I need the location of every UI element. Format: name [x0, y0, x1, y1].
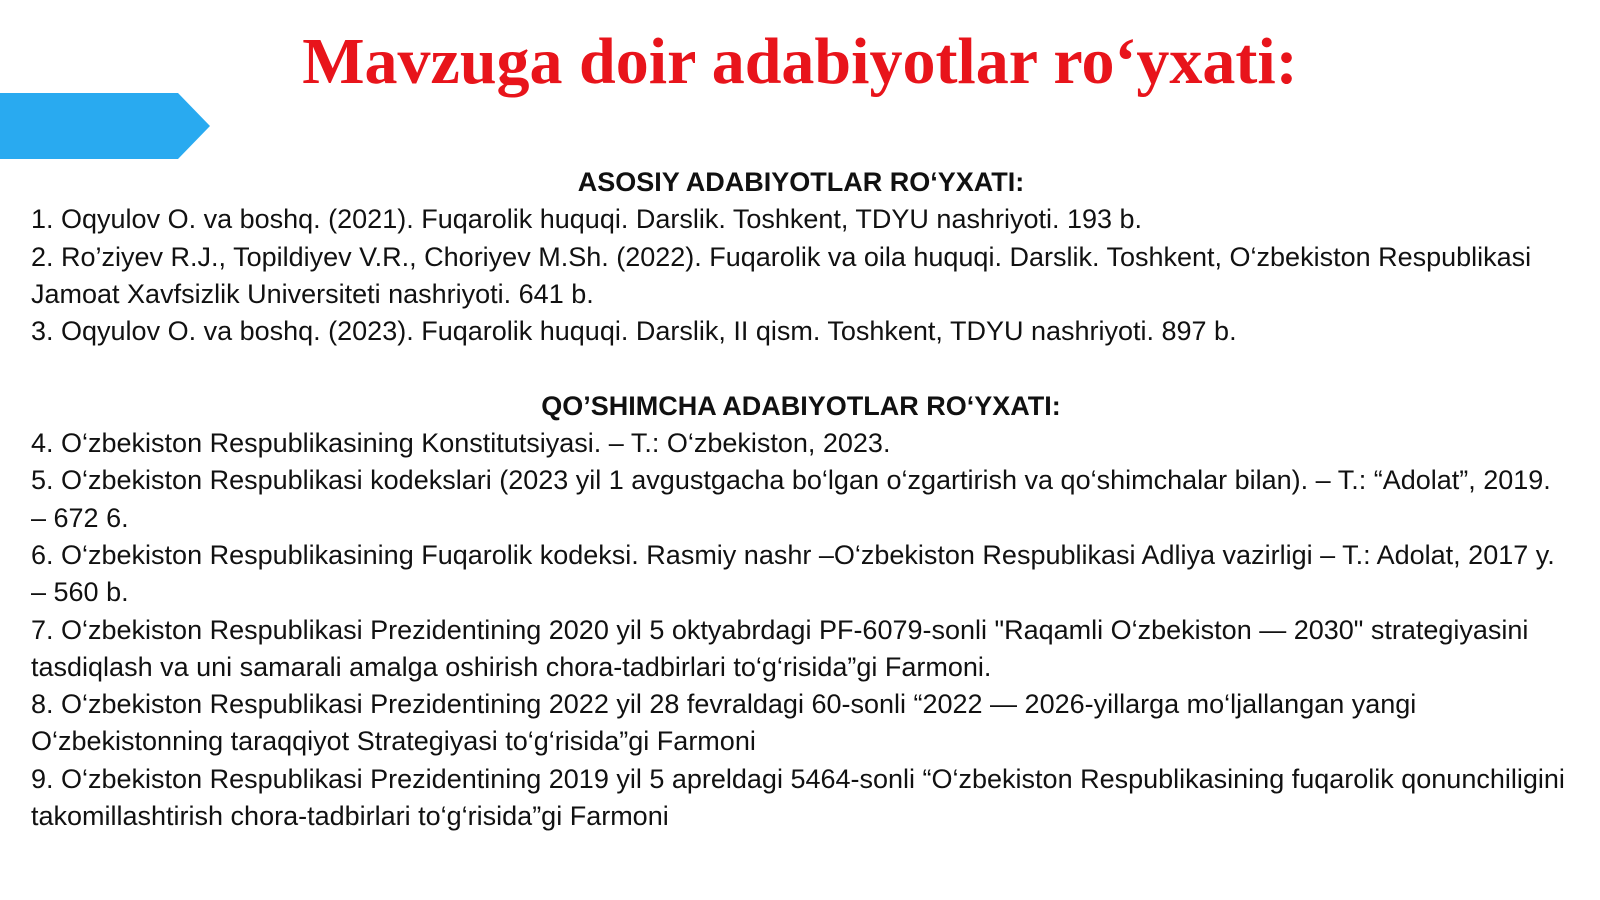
main-literature-list	[31, 201, 1571, 350]
list-item: 5. O‘zbekiston Respublikasi kodekslari (2023 yil 1 avgustgacha bo‘lgan o‘zgartirish va qo‘shimchalar bilan). – T.: “Adolat”, 2019. – 672 6.	[31, 465, 1551, 533]
list-item: 8. O‘zbekiston Respublikasi Prezidentining 2022 yil 28 fevraldagi 60-sonli “2022 — 2026-yillarga mo‘ljallangan yangi O‘zbekistonning taraqqiyot Strategiyasi to‘g‘risida”gi Farmoni	[31, 689, 1417, 757]
slide-title: Mavzuga doir adabiyotlar ro‘yxati:	[302, 25, 1298, 98]
list-item: 9. O‘zbekiston Respublikasi Prezidentining 2019 yil 5 apreldagi 5464-sonli “O‘zbekiston Respublikasining fuqarolik qonunchiligini takomillashtirish chora-tadbirlari to‘g‘risida”gi Farmoni	[31, 763, 1565, 832]
list-item: 1. Oqyulov O. va boshq. (2021). Fuqarolik huquqi. Darslik. Toshkent, TDYU nashriyoti. 193 b.	[31, 204, 1143, 235]
arrow-shape-icon	[0, 93, 210, 159]
additional-literature-list	[31, 425, 1571, 835]
list-item: 7. O‘zbekiston Respublikasi Prezidentining 2020 yil 5 oktyabrdagi PF-6079-sonli "Raqamli O‘zbekiston — 2030" strategiyasini tasdiqlash va uni samarali amalga oshirish chora-tadbirlari to‘g‘risida”gi Farmoni.	[31, 614, 1529, 682]
main-literature-heading: ASOSIY ADABIYOTLAR RO‘YXATI:	[577, 167, 1025, 197]
additional-literature-heading: QO’SHIMCHA ADABIYOTLAR RO‘YXATI:	[541, 390, 1061, 421]
literature-content	[31, 164, 1571, 835]
section-spacer	[31, 350, 1571, 387]
list-item: 4. O‘zbekiston Respublikasining Konstitutsiyasi. – T.: O‘zbekiston, 2023.	[31, 428, 891, 459]
list-item: 3. Oqyulov O. va boshq. (2023). Fuqarolik huquqi. Darslik, II qism. Toshkent, TDYU nashriyoti. 897 b.	[31, 316, 1237, 347]
list-item: 6. O‘zbekiston Respublikasining Fuqarolik kodeksi. Rasmiy nashr –O‘zbekiston Respublikasi Adliya vazirligi – T.: Adolat, 2017 y. – 560 b.	[31, 539, 1555, 608]
list-item: 2. Ro’ziyev R.J., Topildiyev V.R., Choriyev M.Sh. (2022). Fuqarolik va oila huquqi. Darslik. Toshkent, O‘zbekiston Respublikasi Jamoat Xavfsizlik Universiteti nashriyoti. 641 b.	[31, 241, 1532, 309]
arrow-accent-shape	[0, 93, 210, 159]
